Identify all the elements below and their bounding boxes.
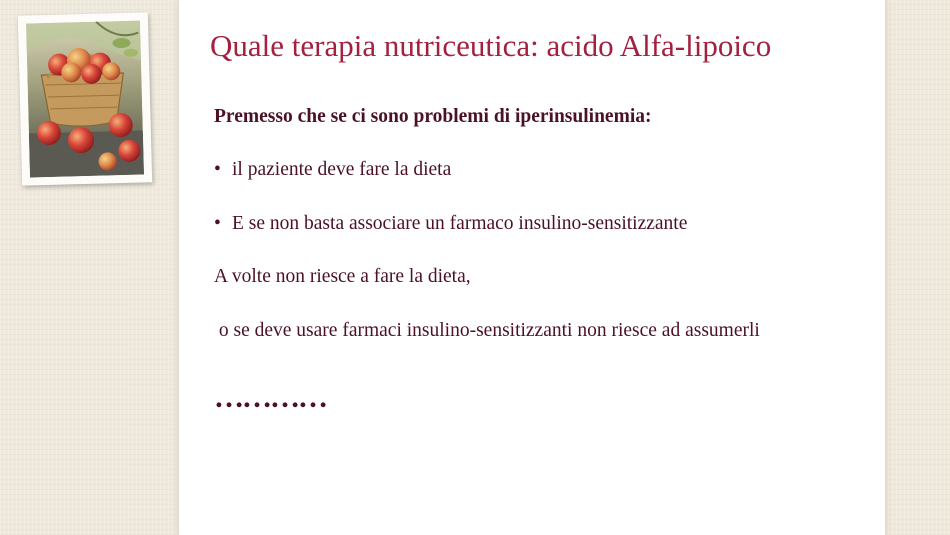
bullet-text: E se non basta associare un farmaco insulino-sensitizzante xyxy=(232,213,688,234)
apple-basket-photo xyxy=(18,12,152,185)
bullet-text: il paziente deve fare la dieta xyxy=(232,159,452,180)
paragraph-2: o se deve usare farmaci insulino-sensitizzanti non riesce ad assumerli xyxy=(214,320,760,341)
slide-title: Quale terapia nutriceutica: acido Alfa-lipoico xyxy=(210,28,772,63)
bullet-marker: • xyxy=(214,159,221,180)
bullet-item-1 xyxy=(214,157,864,183)
paragraph-1: A volte non riesce a fare la dieta, xyxy=(214,266,471,287)
apple-basket-image xyxy=(26,21,144,178)
intro-text: Premesso che se ci sono problemi di iperinsulinemia: xyxy=(214,106,652,127)
bullet-item-2 xyxy=(214,211,864,237)
ellipsis-text: ………… xyxy=(214,381,326,414)
bullet-marker: • xyxy=(214,213,221,234)
